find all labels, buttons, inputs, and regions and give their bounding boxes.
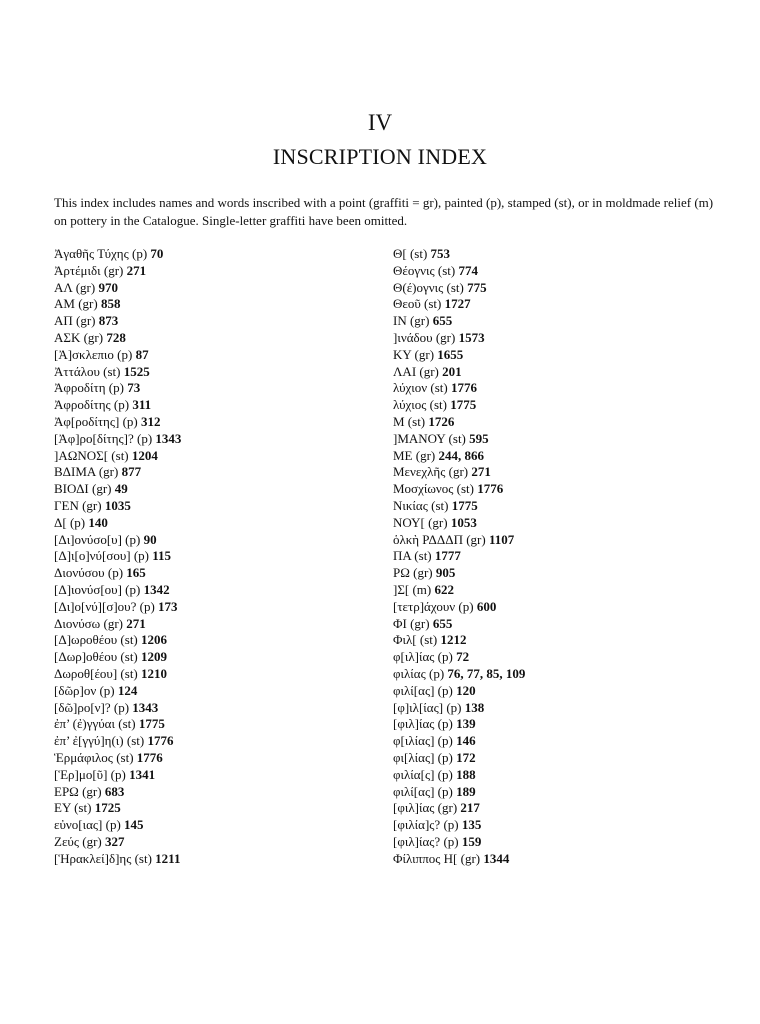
catalogue-refs: 201 [442,363,462,379]
index-term: ΦΙ (gr) [393,615,430,631]
index-term: Ἀφ[ροδίτης] (p) [54,413,138,429]
index-term: [δῶρ]ον (p) [54,682,115,698]
index-entry [393,834,733,851]
index-term: Δ[ (p) [54,514,86,530]
catalogue-refs: 140 [88,514,108,530]
index-entry [54,414,374,431]
catalogue-refs: 1775 [450,397,477,413]
index-entry [54,767,374,784]
catalogue-refs: 1775 [138,716,165,732]
catalogue-refs: 1776 [450,380,477,396]
index-entry [54,515,374,532]
intro-paragraph: This index includes names and words inscribed with a point (graffiti = gr), painted (p), stamped (st), or in moldmade relief (m) on pottery in the Catalogue. Single-letter graffiti have been omitted. [54,195,714,228]
index-term: ΠΑ (st) [393,548,432,564]
index-entry [54,851,374,868]
index-entry [54,498,374,515]
index-term: Ἀγαθῆς Τύχης (p) [54,246,148,261]
index-entry [393,296,733,313]
index-term: Θέογνις (st) [393,262,456,278]
index-term: [φ]ιλ[ίας] (p) [393,699,462,715]
index-entry [393,800,733,817]
catalogue-refs: 1573 [458,329,485,345]
index-entry [54,380,374,397]
index-entry [393,380,733,397]
index-entry [54,280,374,297]
index-term: Δωροθ[έου] (st) [54,665,138,681]
catalogue-refs: 120 [456,682,476,698]
index-entry [393,347,733,364]
index-term: [Ἑρ]μο[ῦ] (p) [54,766,126,782]
index-column-right [393,246,733,867]
index-entry [393,464,733,481]
index-term: [Δ]ωροθέου (st) [54,632,138,648]
index-term: ΑΣΚ (gr) [54,329,104,345]
catalogue-refs: 271 [471,464,491,480]
catalogue-refs: 1206 [141,632,168,648]
index-entry [393,649,733,666]
index-entry [393,313,733,330]
index-entry [54,481,374,498]
index-term: Ἀφροδίτη (p) [54,380,124,396]
index-term: ΓΕΝ (gr) [54,497,102,513]
index-term: ΒΙΟΔΙ (gr) [54,481,112,497]
index-term: λύχιον (st) [393,380,448,396]
index-entry [393,330,733,347]
catalogue-refs: 87 [135,346,149,362]
index-entry [393,582,733,599]
index-column-left [54,246,374,867]
catalogue-refs: 1777 [434,548,461,564]
catalogue-refs: 683 [104,783,125,799]
index-entry [393,616,733,633]
index-entry [393,767,733,784]
index-entry [54,548,374,565]
catalogue-refs: 159 [461,833,482,849]
index-entry [393,750,733,767]
index-entry [393,548,733,565]
catalogue-refs: 1211 [155,850,181,866]
catalogue-refs: 1655 [437,346,464,362]
index-term: [Δι]ο[νύ][σ]ου? (p) [54,598,155,614]
index-term: Ζεύς (gr) [54,833,102,849]
page-title: INSCRIPTION INDEX [272,144,488,169]
index-term: Μ (st) [393,413,426,429]
catalogue-refs: 1053 [450,514,477,530]
index-entry [393,498,733,515]
index-entry [54,347,374,364]
index-entry [393,414,733,431]
index-term: Φίλιππος Η[ (gr) [393,850,481,866]
catalogue-refs: 172 [456,749,476,765]
catalogue-refs: 622 [434,581,454,597]
index-term: ΛΑΙ (gr) [393,363,439,379]
catalogue-refs: 327 [104,833,125,849]
index-term: [Δ]ιονύσ[ου] (p) [54,581,141,597]
index-entry [54,800,374,817]
index-entry [393,817,733,834]
index-entry [54,834,374,851]
catalogue-refs: 970 [98,279,118,295]
catalogue-refs: 217 [460,800,480,816]
catalogue-refs: 90 [143,531,157,547]
catalogue-refs: 115 [152,548,172,564]
index-term: [φιλ]ίας? (p) [393,833,459,849]
index-entry [54,313,374,330]
index-entry [54,632,374,649]
catalogue-refs: 271 [126,262,147,278]
index-term: ]ΜΑΝΟΥ (st) [393,430,466,446]
catalogue-refs: 138 [464,699,485,715]
index-entry [54,817,374,834]
index-entry [393,784,733,801]
index-term: ΚΥ (gr) [393,346,435,362]
index-entry [54,364,374,381]
index-term: ]ινάδου (gr) [393,329,456,345]
catalogue-refs: 188 [456,766,476,782]
index-entry [393,851,733,868]
index-term: ]Σ[ (m) [393,581,432,597]
index-entry [54,464,374,481]
catalogue-refs: 1776 [136,749,163,765]
index-entry [54,246,374,263]
catalogue-refs: 1341 [129,766,156,782]
catalogue-refs: 1776 [147,733,174,749]
index-term: Θεοῦ (st) [393,296,442,312]
index-term: φιλί[ας] (p) [393,682,453,698]
index-entry [54,263,374,280]
index-term: ]ΑΩΝΟΣ[ (st) [54,447,129,463]
index-term: φ[ιλ]ίας (p) [393,649,453,665]
index-entry [54,532,374,549]
index-term: φιλί[ας] (p) [393,783,453,799]
index-entry [393,515,733,532]
catalogue-refs: 1525 [123,363,150,379]
index-term: [Δι]ονύσο[υ] (p) [54,531,141,547]
index-entry [54,296,374,313]
index-term: [Δ]ι[ο]νύ[σου] (p) [54,548,149,564]
index-term: εὐνο[ιας] (p) [54,817,121,833]
index-term: [φιλ]ίας (p) [393,716,453,732]
catalogue-refs: 655 [432,313,453,329]
index-term: Ἀφροδίτης (p) [54,397,130,413]
catalogue-refs: 165 [126,565,146,581]
index-term: ΜΕ (gr) [393,447,436,463]
catalogue-refs: 1775 [451,497,478,513]
index-entry [393,666,733,683]
index-term: Θ[ (st) [393,246,428,261]
index-entry [54,716,374,733]
catalogue-refs: 139 [456,716,476,732]
index-term: Μενεχλῆς (gr) [393,464,469,480]
index-term: Ἀττάλου (st) [54,363,121,379]
catalogue-refs: 1725 [94,800,121,816]
index-term: ΒΔΙΜΑ (gr) [54,464,119,480]
index-term: ΑΠ (gr) [54,313,96,329]
index-entry [54,565,374,582]
index-term: ΝΟΥ[ (gr) [393,514,448,530]
catalogue-refs: 1035 [104,497,131,513]
catalogue-refs: 655 [432,615,453,631]
catalogue-refs: 1343 [132,699,159,715]
index-entry [54,330,374,347]
catalogue-refs: 1727 [444,296,471,312]
catalogue-refs: 271 [126,615,146,631]
catalogue-refs: 877 [121,464,142,480]
catalogue-refs: 1726 [428,413,455,429]
index-entry [54,683,374,700]
index-term: [Δωρ]οθέου (st) [54,649,138,665]
catalogue-refs: 145 [124,817,144,833]
index-term: Διονύσου (p) [54,565,124,581]
index-entry [54,582,374,599]
index-entry [393,397,733,414]
catalogue-refs: 775 [467,279,487,295]
index-term: [Ἀφ]ρο[δίτης]? (p) [54,430,153,446]
catalogue-refs: 244, 866 [438,447,484,463]
catalogue-refs: 1344 [483,850,510,866]
index-entry [54,448,374,465]
index-term: Διονύσω (gr) [54,615,123,631]
catalogue-refs: 1343 [155,430,182,446]
catalogue-refs: 600 [476,598,497,614]
index-term: φι[λίας] (p) [393,749,453,765]
catalogue-refs: 1342 [143,581,170,597]
index-entry [393,364,733,381]
catalogue-refs: 1204 [131,447,158,463]
index-entry [54,784,374,801]
index-entry [393,565,733,582]
catalogue-refs: 135 [461,817,482,833]
index-term: [Ἀ]σκλεπιο (p) [54,346,133,362]
index-term: λύχιος (st) [393,397,447,413]
catalogue-refs: 873 [98,313,119,329]
index-entry [54,733,374,750]
index-entry [393,263,733,280]
index-entry [54,616,374,633]
index-term: φ[ιλίας] (p) [393,733,453,749]
index-term: Μοσχίωνος (st) [393,481,474,497]
index-entry [393,632,733,649]
catalogue-refs: 1776 [477,481,504,497]
index-entry [393,431,733,448]
catalogue-refs: 124 [117,682,138,698]
catalogue-refs: 189 [456,783,476,799]
index-entry [393,280,733,297]
index-term: ἐπ’ (ἐ)γγύαι (st) [54,716,136,732]
catalogue-refs: 728 [106,329,126,345]
index-entry [393,683,733,700]
catalogue-refs: 1107 [488,531,515,547]
catalogue-refs: 774 [458,262,478,278]
index-term: ΕΡΩ (gr) [54,783,102,799]
index-entry [393,733,733,750]
catalogue-refs: 72 [456,649,470,665]
index-entry [54,397,374,414]
index-term: ἐπ’ ἐ[γγύ]η(ι) (st) [54,733,145,749]
catalogue-refs: 1209 [141,649,168,665]
chapter-number: IV [367,110,393,135]
index-term: [Ἡρακλεί]δ]ης (st) [54,850,152,866]
catalogue-refs: 595 [469,430,489,446]
index-term: ΡΩ (gr) [393,565,433,581]
catalogue-refs: 858 [100,296,121,312]
catalogue-refs: 311 [132,397,152,413]
catalogue-refs: 49 [114,481,128,497]
index-entry [393,481,733,498]
index-entry [393,448,733,465]
index-term: ΕΥ (st) [54,800,92,816]
catalogue-refs: 146 [456,733,476,749]
index-entry [54,666,374,683]
index-term: Νικίας (st) [393,497,449,513]
catalogue-refs: 312 [141,413,161,429]
index-entry [393,246,733,263]
index-term: [φιλία]ς? (p) [393,817,459,833]
index-term: Ἀρτέμιδι (gr) [54,262,124,278]
index-entry [393,716,733,733]
index-term: φιλία[ς] (p) [393,766,453,782]
index-term: Θ(έ)ογνις (st) [393,279,464,295]
index-term: φιλίας (p) [393,665,445,681]
index-term: ΙΝ (gr) [393,313,430,329]
index-entry [393,700,733,717]
catalogue-refs: 1212 [440,632,467,648]
index-entry [54,700,374,717]
index-entry [54,599,374,616]
catalogue-refs: 173 [158,598,178,614]
index-entry [54,431,374,448]
index-entry [393,599,733,616]
catalogue-refs: 753 [430,246,451,261]
index-entry [393,532,733,549]
catalogue-refs: 905 [435,565,456,581]
index-term: [φιλ]ίας (gr) [393,800,458,816]
catalogue-refs: 76, 77, 85, 109 [447,665,526,681]
index-term: [δῶ]ρο[ν]? (p) [54,699,130,715]
index-term: [τετρ]άχουν (p) [393,598,474,614]
catalogue-refs: 1210 [141,665,168,681]
index-term: Ἑρμάφιλος (st) [54,749,134,765]
catalogue-refs: 70 [150,246,164,261]
index-entry [54,649,374,666]
index-term: ΑΛ (gr) [54,279,96,295]
catalogue-refs: 73 [127,380,141,396]
index-term: Φιλ[ (st) [393,632,438,648]
index-term: ΑΜ (gr) [54,296,98,312]
index-term: ὁλκὴ ΡΔΔΔΠ (gr) [393,531,486,547]
index-entry [54,750,374,767]
